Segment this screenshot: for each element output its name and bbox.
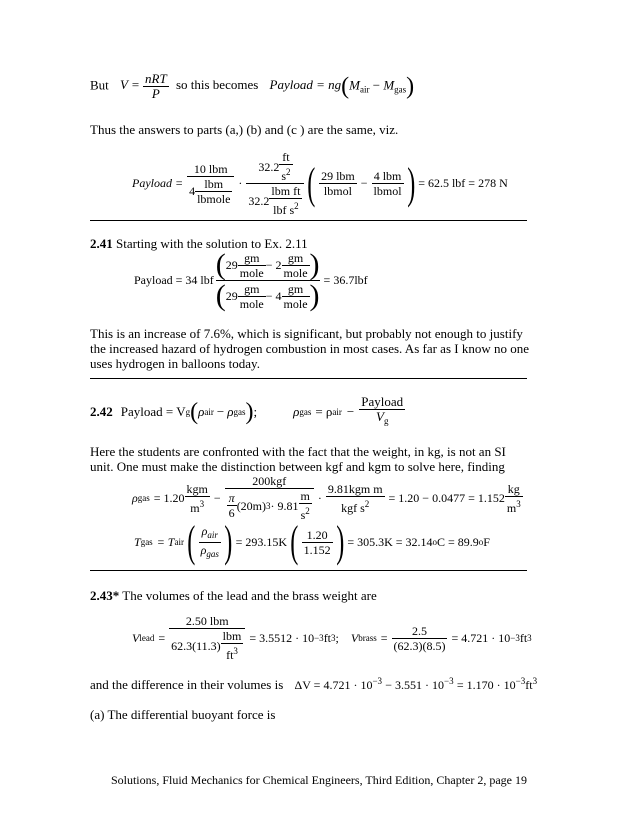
part-a-text: (a) The differential buoyant force is bbox=[90, 707, 276, 722]
molar-mass-air-fraction: $\frac{\text{29 lbm}}{\text{lbmol}}$ bbox=[321, 169, 355, 198]
dot-operator: · bbox=[238, 176, 243, 190]
section-divider bbox=[90, 378, 527, 379]
section-2-42-paragraph: Here the students are confronted with the fact that the weight, in kg, is not an SI unit. One must make the distinction between kgf and kgm to solve here, finding bbox=[90, 444, 506, 474]
payload-result: = 36.7lbf bbox=[323, 273, 368, 287]
section-number: 2.41 bbox=[90, 236, 113, 251]
second-fraction: 32.2 $\frac{ft}{s^2}$ 32.2 $\frac{\text{lbm ft}}{lbf s^2}$ bbox=[246, 150, 304, 217]
m-symbol: M bbox=[349, 77, 360, 93]
payload-ng-lhs: Payload = ng bbox=[269, 77, 342, 93]
m-symbol: M bbox=[383, 77, 395, 93]
section-number: 2.43* bbox=[90, 588, 120, 603]
air-subscript: air bbox=[359, 84, 370, 95]
molar-mass-gas-fraction: $\frac{\text{4 lbm}}{\text{lbmol}}$ bbox=[373, 169, 402, 198]
intro-equation-line: But V = $\frac{\text{nRT}}{P}$ so this becomes Payload = $ng(M_{air} - M_{gas})$ bbox=[90, 71, 415, 101]
first-fraction: 10 lbm 4 $\frac{\text{lbm}}{\text{lbmole}}$ bbox=[187, 162, 234, 206]
payload-result: = 62.5 lbf = 278 N bbox=[418, 176, 508, 190]
temperature-equation: T gas = T air ( $\frac{\rho_{air}}{\rho_{gas}}$ ) = 293.15K ( $\frac{1.20}{1.152}$ ) = 305.3K = 32.14 o C = 89.9 o F bbox=[134, 517, 490, 566]
payload-over-vg-fraction: $\frac{\text{Payload}}{V_g}$ bbox=[361, 394, 404, 426]
kgf-conversion-fraction: $\frac{\text{9.81kgm m}}{kgf s^2}$ bbox=[327, 481, 383, 515]
thus-sentence: Thus the answers to parts (a,) (b) and (c ) are the same, viz. bbox=[90, 122, 399, 137]
payload-lhs: Payload = bbox=[132, 176, 184, 190]
minus-sign: − bbox=[372, 77, 381, 93]
so-this-becomes-text: so this becomes bbox=[175, 77, 259, 93]
payload-equation-2-41 bbox=[134, 250, 368, 311]
volume-equations: V lead = 2.50 lbm 62.3(11.3) $\frac{\text{lbm}}{ft^3}$ = 3.5512 · 10 −3 ft 3 ; V brass = $\frac{2.5}{(62.3)(8.5)}$ = 4.721 · 10 −3 ft 3 bbox=[132, 614, 532, 662]
section-2-41-paragraph: This is an increase of 7.6%, which is significant, but probably not enough to justify the increased hazard of hydrogen combustion in most cases. As far as I know no one uses hydrogen in balloons today. bbox=[90, 326, 529, 371]
payload-equation-1: Payload = 10 lbm 4 $\frac{\text{lbm}}{\text{lbmole}}$ · 32.2 $\frac{ft}{s^2}$ 32.2 $\frac{\text{lbm ft}}{lbf s^2}$ ( $\frac{\text{29 lbm}}{\text{lbmol}}$ − $\frac{\text{4 lbm}}{\text{lbmol}}$ ) = 62.5 lbf = 278 N bbox=[132, 150, 508, 217]
rho-gas-eq: = ρ bbox=[315, 403, 333, 419]
lead-volume-fraction: 2.50 lbm 62.3(11.3) $\frac{\text{lbm}}{ft^3}$ bbox=[169, 614, 245, 662]
section-text: Starting with the solution to Ex. 2.11 bbox=[116, 236, 308, 251]
page-footer: Solutions, Fluid Mechanics for Chemical Engineers, Third Edition, Chapter 2, page 19 bbox=[110, 773, 528, 787]
payload-lhs: Payload = 34 lbf bbox=[134, 273, 214, 287]
section-divider bbox=[90, 570, 527, 571]
but-text: But bbox=[90, 77, 109, 93]
brass-volume-fraction: $\frac{2.5}{(62.3)(8.5)}$ bbox=[393, 623, 446, 653]
gas-subscript: gas bbox=[394, 84, 407, 95]
volume-difference-line: and the difference in their volumes is $\Delta V = 4.721 \cdot 10^{-3} - 3.551 \cdot 10^{-3} = 1.170 \cdot 10^{-3}ft^3$ bbox=[90, 676, 538, 692]
payload-over-volume-fraction: 200kgf $\frac{\pi}{6}$ (20m) 3 · 9.81 $\frac{m}{s^2}$ bbox=[225, 474, 314, 522]
rho-gas-equation: ρ gas = 1.20 $\frac{\text{kgm}}{m^3}$ − 200kgf $\frac{\pi}{6}$ (20m) 3 · 9.81 $\frac{m}{s^2}$ · $\frac{\text{9.81kgm m}}{kgf s^2}$ = 1.20 − 0.0477 = 1.152 $\frac{kg}{m^3}$ bbox=[132, 474, 521, 522]
nrt-over-p-fraction: $\frac{\text{nRT}}{P}$ bbox=[145, 71, 167, 101]
v-equals: V = bbox=[120, 77, 140, 93]
section-2-42-heading: 2.42 Payload = V g ( ρ air − ρ gas ) ; ρ gas = ρ air − $\frac{\text{Payload}}{V_g}$ bbox=[90, 394, 404, 426]
section-number: 2.42 bbox=[90, 403, 113, 419]
payload-eq-lhs: Payload = V bbox=[120, 403, 186, 419]
section-divider bbox=[90, 220, 527, 221]
molar-ratio-fraction: ( 29 $\frac{gm}{\text{mole}}$ − 2 $\frac{gm}{\text{mole}}$ ) ( 29 $\frac{gm}{\text{mole}}$ − 4 $\frac{gm}{\text{mole}}$ ) bbox=[215, 248, 320, 312]
section-2-43-heading bbox=[90, 588, 377, 604]
section-text: The volumes of the lead and the brass weight are bbox=[122, 588, 377, 603]
